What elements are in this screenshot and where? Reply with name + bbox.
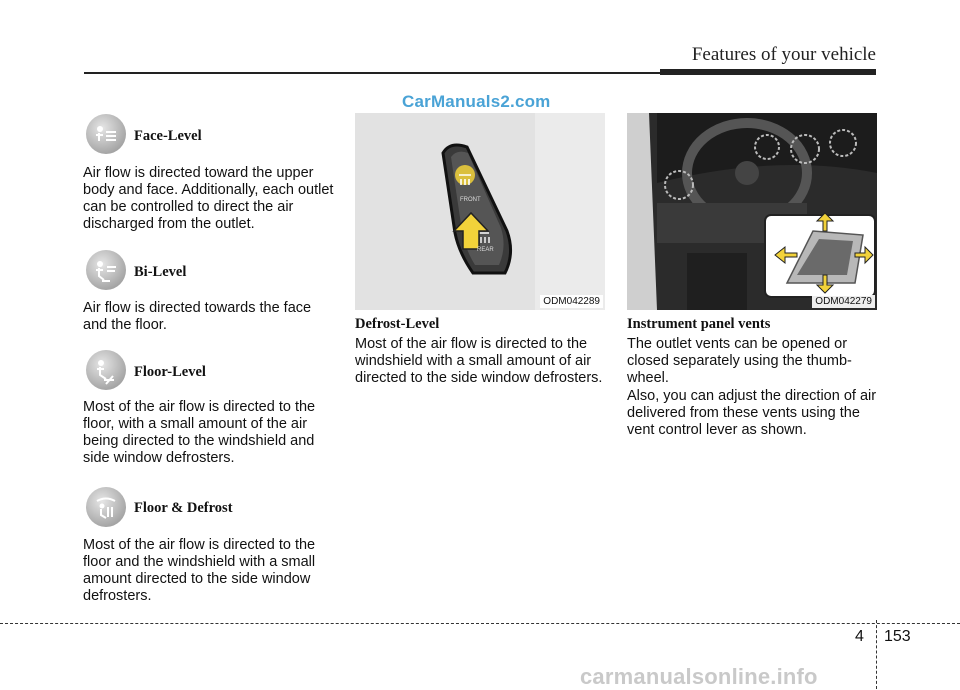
defrost-title: Defrost-Level (355, 316, 440, 332)
page-number-divider (876, 620, 877, 689)
vents-title: Instrument panel vents (627, 316, 771, 332)
floor-defrost-icon (86, 487, 126, 527)
instrument-panel-vents-image (627, 113, 877, 310)
rear-button-label: REAR (477, 247, 494, 253)
defrost-text: Most of the air flow is directed to the windshield with a small amount of air directed to the side window defrosters. (355, 336, 603, 386)
mode-text-floor-defrost: Most of the air flow is directed to the floor and the windshield with a small amount directed to the side window defrosters. (83, 537, 316, 604)
watermark-top: CarManuals2.com (402, 92, 551, 111)
header-rule (84, 72, 660, 74)
mode-text-face-level: Air flow is directed toward the upper body and face. Additionally, each outlet can be controlled to direct the air discharged from the outlet. (83, 165, 334, 232)
mode-title-bi-level: Bi-Level (134, 264, 187, 280)
mode-text-floor-level: Most of the air flow is directed to the floor, with a small amount of the air being directed to the windshield and side window defrosters. (83, 399, 316, 466)
mode-title-face-level: Face-Level (134, 128, 202, 144)
vents-text-2: Also, you can adjust the direction of air delivered from these vents using the vent control lever as shown. (627, 388, 877, 438)
bi-level-icon (86, 250, 126, 290)
page-header-title: Features of your vehicle (691, 44, 876, 65)
defrost-panel-image (355, 113, 605, 310)
defrost-figure-code: ODM042289 (540, 295, 603, 308)
footer-dashed-rule (0, 623, 960, 624)
floor-level-icon (86, 350, 126, 390)
face-level-icon (86, 114, 126, 154)
header-rule-thick (660, 69, 876, 75)
mode-title-floor-defrost: Floor & Defrost (134, 500, 233, 516)
vents-figure-code: ODM042279 (812, 295, 875, 308)
front-button-label: FRONT (460, 197, 481, 203)
vents-text-1: The outlet vents can be opened or closed separately using the thumb-wheel. (627, 336, 852, 386)
mode-text-bi-level: Air flow is directed towards the face and the floor. (83, 300, 312, 333)
watermark-bottom: carmanualsonline.info (580, 664, 818, 689)
mode-title-floor-level: Floor-Level (134, 364, 206, 380)
section-number: 4 (855, 628, 864, 645)
page-number: 153 (884, 628, 911, 645)
